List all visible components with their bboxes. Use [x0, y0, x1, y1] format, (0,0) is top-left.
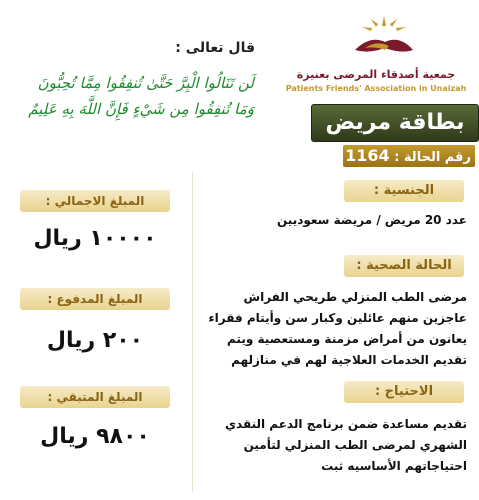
case-number-label: رقم الحالة : [394, 150, 471, 165]
association-name-arabic: جمعية أصدقاء المرضى بعنيزة [296, 68, 456, 81]
case-number-badge [343, 145, 475, 167]
association-logo-icon [345, 10, 423, 68]
nationality-label: الجنسية : [344, 180, 464, 202]
quran-verse [12, 70, 254, 122]
health-status-text: مرضى الطب المنزلي طريحي الفراش عاجزين منهم عائلين وكبار سن وأيتام فقراء يعانون من أمراض مزمنة ومستعصية ويتم تقديم الخدمات العلاجية لهم في منازلهم [208, 290, 467, 367]
card-title: بطاقة مريض [311, 104, 479, 142]
quote-intro: قال تعالى : [175, 40, 255, 56]
verse-line-2: وَمَا تُنفِقُوا مِن شَيْءٍ فَإِنَّ اللَّهَ بِهِ عَلِيمٌ [28, 100, 254, 118]
paid-amount-label: المبلغ المدفوع : [20, 288, 170, 310]
total-amount-label: المبلغ الاجمالي : [20, 190, 170, 212]
paid-amount-value: ٢٠٠ ريال [46, 328, 144, 353]
remaining-amount-value: ٩٨٠٠ ريال [40, 424, 150, 449]
need-label: الاحتياج : [344, 381, 464, 403]
column-divider [192, 172, 193, 492]
need-text: تقديم مساعدة ضمن برنامج الدعم النقدي الشهري لمرضى الطب المنزلي لتأمين احتياجاتهم الأساسيه ثبت [225, 417, 467, 473]
case-number-value: 1164 [345, 146, 390, 165]
nationality-text: عدد 20 مريض / مريضة سعوديين [277, 213, 467, 227]
total-amount-value: ١٠٠٠٠ ريال [33, 226, 157, 251]
association-name-english: Patients Friends' Association in Unaizah [285, 84, 467, 93]
verse-line-1: لَن تَنَالُوا الْبِرَّ حَتَّىٰ تُنفِقُوا مِمَّا تُحِبُّونَ [37, 74, 254, 92]
health-status-label: الحالة الصحية : [344, 255, 464, 277]
remaining-amount-label: المبلغ المتبقي : [20, 386, 170, 408]
